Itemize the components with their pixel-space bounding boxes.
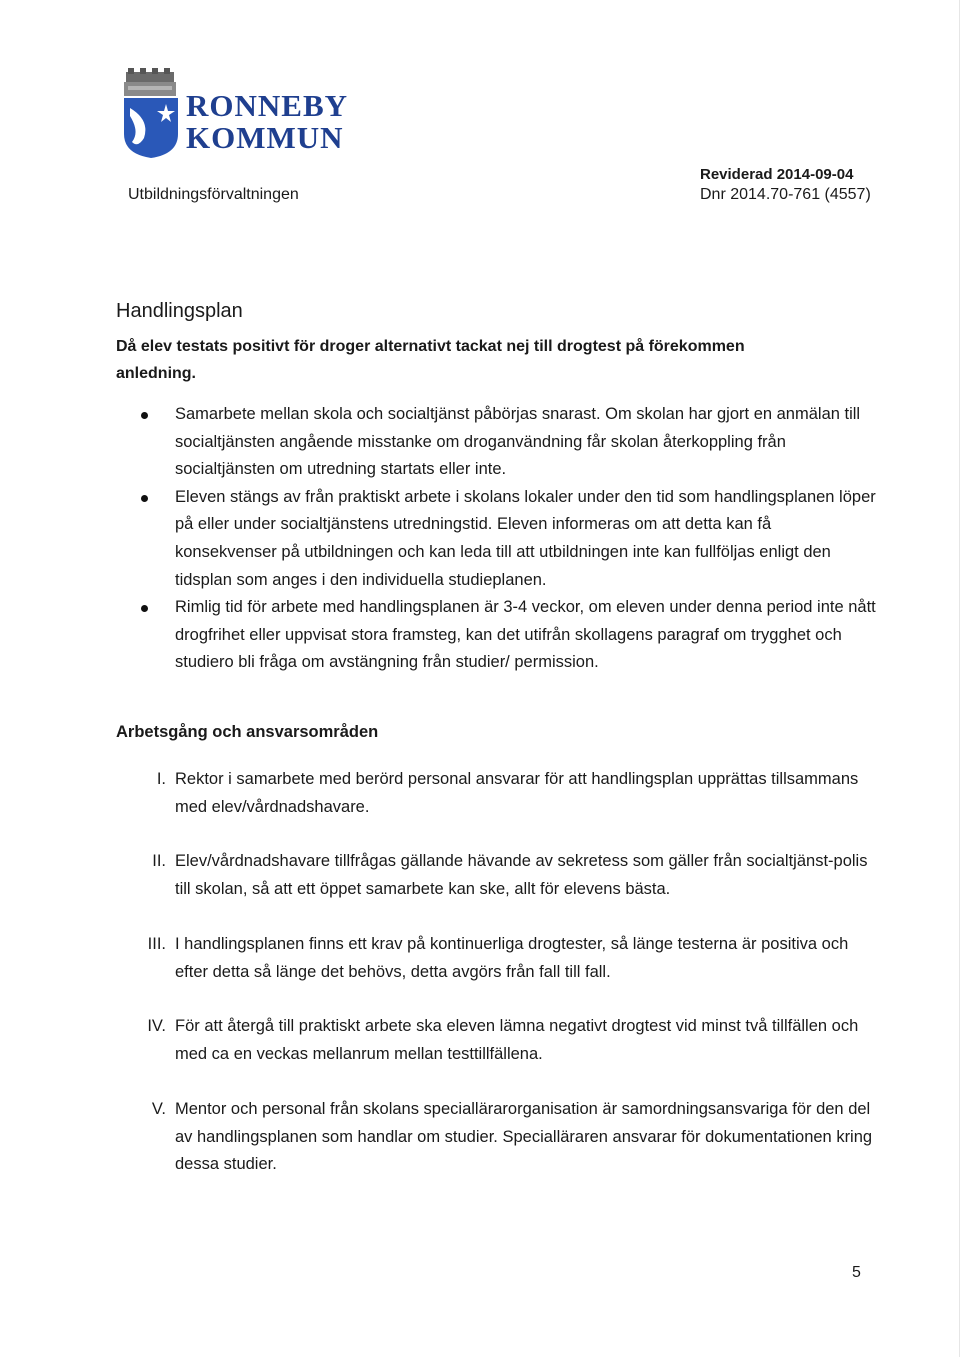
page-number: 5 <box>852 1264 861 1281</box>
step-number: I. <box>156 770 166 788</box>
bullet-text: Rimlig tid för arbete med handlingsplanen är 3-4 veckor, om eleven under denna period inte nått drogfrihet eller uppvisat stora framsteg, kan det utifrån skollagens paragraf om trygghet och studiero bli fråga om avstängning från studier/ permission. <box>175 598 876 672</box>
logo-line-1: RONNEBY <box>186 88 349 123</box>
step-text: För att återgå till praktiskt arbete ska eleven lämna negativt drogtest vid minst två tillfällen och med ca en veckas mellanrum mellan testtillfällena. <box>175 1017 859 1063</box>
logo-wordmark <box>186 90 348 154</box>
bullet-item <box>116 594 876 677</box>
bullet-item <box>116 484 876 594</box>
department-name: Utbildningsförvaltningen <box>128 186 299 203</box>
bullet-list <box>116 401 876 677</box>
revision-date: Reviderad 2014-09-04 <box>700 166 854 183</box>
bullet-icon <box>141 605 148 612</box>
step-number: V. <box>151 1100 166 1118</box>
step-number: II. <box>152 852 166 870</box>
bullet-text: Samarbete mellan skola och socialtjänst påbörjas snarast. Om skolan har gjort en anmälan till socialtjänsten angående misstanke om droganvändning får skolan återkoppling från socialtjänsten om utredning startats eller inte. <box>175 405 861 479</box>
document-number: Dnr 2014.70-761 (4557) <box>700 186 871 203</box>
page-subtitle: Då elev testats positivt för droger alternativt tackat nej till drogtest på förekommen anledning. <box>116 338 745 382</box>
step-text: Mentor och personal från skolans speciallärarorganisation är samordningsansvariga för den del av handlingsplanen som handlar om studier. Specialläraren ansvarar för dokumentationen kring dessa studier. <box>175 1100 873 1174</box>
bullet-item <box>116 401 876 484</box>
bullet-text: Eleven stängs av från praktiskt arbete i skolans lokaler under den tid som handlingsplanen löper på eller under socialtjänstens utredningstid. Eleven informeras om att detta kan få konsekvenser på utbildningen och kan leda till att utbildningen inte kan fullföljas enligt den tidsplan som anges i den individuella studieplanen. <box>175 487 876 589</box>
step-number: III. <box>147 935 166 953</box>
ronneby-kommun-logo <box>120 68 360 160</box>
bullet-icon <box>141 412 148 419</box>
step-text: Rektor i samarbete med berörd personal ansvarar för att handlingsplan upprättas tillsammans med elev/vårdnadshavare. <box>175 770 859 816</box>
step-text: I handlingsplanen finns ett krav på kontinuerliga drogtester, så länge testerna är positiva och efter detta så länge det behövs, detta avgörs från fall till fall. <box>175 935 849 981</box>
bullet-icon <box>141 495 148 502</box>
step-number: IV. <box>147 1017 166 1035</box>
municipal-crest-icon <box>120 68 186 160</box>
page-title: Handlingsplan <box>116 300 243 322</box>
section-heading: Arbetsgång och ansvarsområden <box>116 723 379 741</box>
step-text: Elev/vårdnadshavare tillfrågas gällande hävande av sekretess som gäller från socialtjänst-polis till skolan, så att ett öppet samarbete kan ske, allt för elevens bästa. <box>175 852 868 898</box>
logo-line-2: KOMMUN <box>186 120 344 155</box>
